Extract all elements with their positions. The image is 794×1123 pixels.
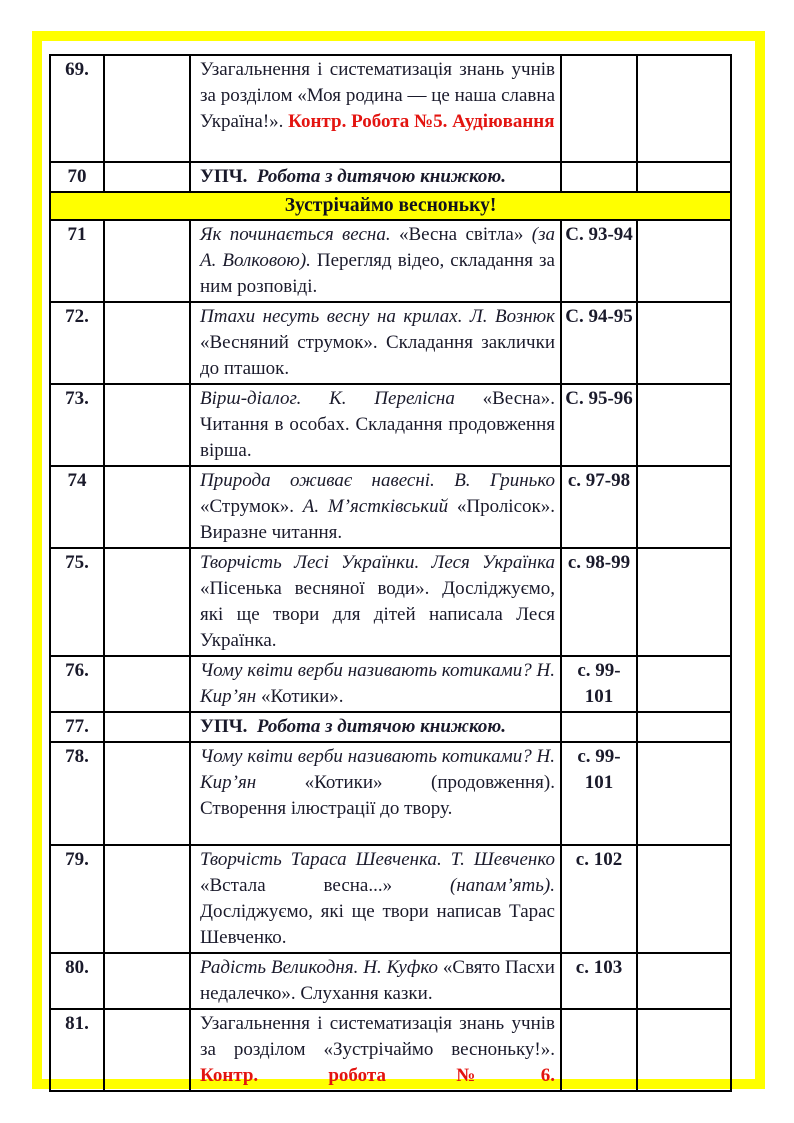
lesson-row-69 [50, 55, 731, 162]
text-segment: Узагальнення і систематизація знань учнів за розділом «Зустрічаймо весноньку!». [200, 1013, 555, 1060]
date-cell [104, 845, 190, 953]
lesson-content [190, 845, 561, 953]
notes-cell [637, 953, 731, 1009]
lesson-content [190, 162, 561, 192]
date-cell [104, 656, 190, 712]
pages-ref [561, 162, 637, 192]
yellow-page-frame [32, 31, 765, 1089]
text-segment: Узагальнення і систематизація знань учнів за розділом «Моя родина — це наша славна Україна!». [200, 59, 555, 132]
text-segment: Досліджуємо, які ще твори написав Тарас Шевченко. [200, 901, 555, 948]
text-segment: Радість Великодня. Н. Куфко [200, 957, 443, 978]
text-segment: Контр. робота №6. [200, 1065, 555, 1086]
text-segment: УПЧ. [200, 166, 257, 187]
pages-ref: С. 94-95 [561, 302, 637, 384]
date-cell [104, 55, 190, 162]
text-segment: «Весна». Читання в особах. Складання продовження вірша. [200, 388, 555, 461]
section-row [50, 192, 731, 220]
text-segment: Птахи несуть весну на крилах. Л. Вознюк [200, 306, 555, 327]
lesson-row-77 [50, 712, 731, 742]
lesson-content [190, 466, 561, 548]
text-segment: «Котики» (продовження). Створення ілюстрації до твору. [200, 772, 555, 819]
pages-ref: С. 93-94 [561, 220, 637, 302]
lesson-number: 69. [50, 55, 104, 162]
text-segment: Творчість Тараса Шевченка. Т. Шевченко [200, 849, 555, 870]
lesson-content [190, 384, 561, 466]
text-segment: Робота з дитячою книжкою. [256, 166, 507, 187]
text-segment: Творчість Лесі Українки. Леся Українка [200, 552, 555, 573]
lesson-number: 75. [50, 548, 104, 656]
text-segment: «Свято Пасхи недалечко». Слухання казки. [200, 957, 555, 1004]
lesson-number: 76. [50, 656, 104, 712]
date-cell [104, 162, 190, 192]
lesson-content [190, 742, 561, 845]
notes-cell [637, 220, 731, 302]
text-segment: Як починається весна. [200, 224, 399, 245]
lesson-row-80 [50, 953, 731, 1009]
notes-cell [637, 55, 731, 162]
notes-cell [637, 1009, 731, 1091]
pages-ref: с. 99-101 [561, 656, 637, 712]
date-cell [104, 384, 190, 466]
date-cell [104, 953, 190, 1009]
notes-cell [637, 656, 731, 712]
lesson-row-76 [50, 656, 731, 712]
pages-ref [561, 55, 637, 162]
pages-ref: с. 98-99 [561, 548, 637, 656]
text-segment: (за А. Волковою). [200, 224, 555, 271]
notes-cell [637, 712, 731, 742]
notes-cell [637, 548, 731, 656]
text-segment: Чому квіти верби називають котиками? Н. Кир’ян [200, 746, 555, 793]
text-segment: «Пісенька весняної води». Досліджуємо, які ще твори для дітей написала Леся Українка. [200, 578, 555, 651]
lesson-number: 70 [50, 162, 104, 192]
text-segment: Природа оживає навесні. В. Гринько [200, 470, 555, 491]
section-title: Зустрічаймо весноньку! [50, 192, 731, 220]
lesson-content [190, 712, 561, 742]
lesson-row-74 [50, 466, 731, 548]
lesson-content [190, 548, 561, 656]
lesson-row-70 [50, 162, 731, 192]
lesson-row-73 [50, 384, 731, 466]
pages-ref [561, 1009, 637, 1091]
date-cell [104, 712, 190, 742]
lesson-number: 73. [50, 384, 104, 466]
lesson-number: 81. [50, 1009, 104, 1091]
text-segment: «Струмок». [200, 496, 303, 517]
notes-cell [637, 742, 731, 845]
pages-ref: с. 102 [561, 845, 637, 953]
lesson-number: 80. [50, 953, 104, 1009]
text-segment: «Встала весна...» [200, 875, 451, 896]
pages-ref: с. 97-98 [561, 466, 637, 548]
notes-cell [637, 384, 731, 466]
pages-ref: с. 103 [561, 953, 637, 1009]
text-segment: А. М’ястківський [302, 496, 457, 517]
text-segment: «Котики». [260, 686, 344, 707]
date-cell [104, 466, 190, 548]
pages-ref: С. 95-96 [561, 384, 637, 466]
text-segment: «Весняний струмок». Складання заклички до пташок. [200, 332, 555, 379]
date-cell [104, 220, 190, 302]
notes-cell [637, 162, 731, 192]
lesson-number: 71 [50, 220, 104, 302]
lesson-content [190, 220, 561, 302]
lesson-content [190, 55, 561, 162]
date-cell [104, 742, 190, 845]
lesson-number: 77. [50, 712, 104, 742]
text-segment: Робота з дитячою книжкою. [256, 716, 507, 737]
text-segment: Вірш-діалог. К. Перелісна [200, 388, 483, 409]
lesson-row-78 [50, 742, 731, 845]
lesson-plan-table [49, 54, 732, 1092]
lesson-content [190, 656, 561, 712]
lesson-row-72 [50, 302, 731, 384]
notes-cell [637, 466, 731, 548]
pages-ref [561, 712, 637, 742]
lesson-number: 74 [50, 466, 104, 548]
text-segment: (напам’ять). [450, 875, 555, 896]
lesson-row-71 [50, 220, 731, 302]
text-segment: «Пролісок». Виразне читання. [200, 496, 555, 543]
notes-cell [637, 302, 731, 384]
lesson-number: 79. [50, 845, 104, 953]
text-segment: «Весна світла» [398, 224, 532, 245]
lesson-number: 78. [50, 742, 104, 845]
lesson-row-81 [50, 1009, 731, 1091]
lesson-content [190, 302, 561, 384]
lesson-content [190, 1009, 561, 1091]
text-segment: Перегляд відео, складання за ним розповіді. [200, 250, 555, 297]
text-segment: УПЧ. [200, 716, 257, 737]
lesson-row-75 [50, 548, 731, 656]
table-body [50, 55, 731, 1091]
date-cell [104, 548, 190, 656]
text-segment: Контр. Робота №5. Аудіювання [288, 111, 555, 132]
notes-cell [637, 845, 731, 953]
pages-ref: с. 99-101 [561, 742, 637, 845]
lesson-content [190, 953, 561, 1009]
lesson-row-79 [50, 845, 731, 953]
date-cell [104, 1009, 190, 1091]
lesson-number: 72. [50, 302, 104, 384]
text-segment: Чому квіти верби називають котиками? Н. Кир’ян [200, 660, 555, 707]
date-cell [104, 302, 190, 384]
